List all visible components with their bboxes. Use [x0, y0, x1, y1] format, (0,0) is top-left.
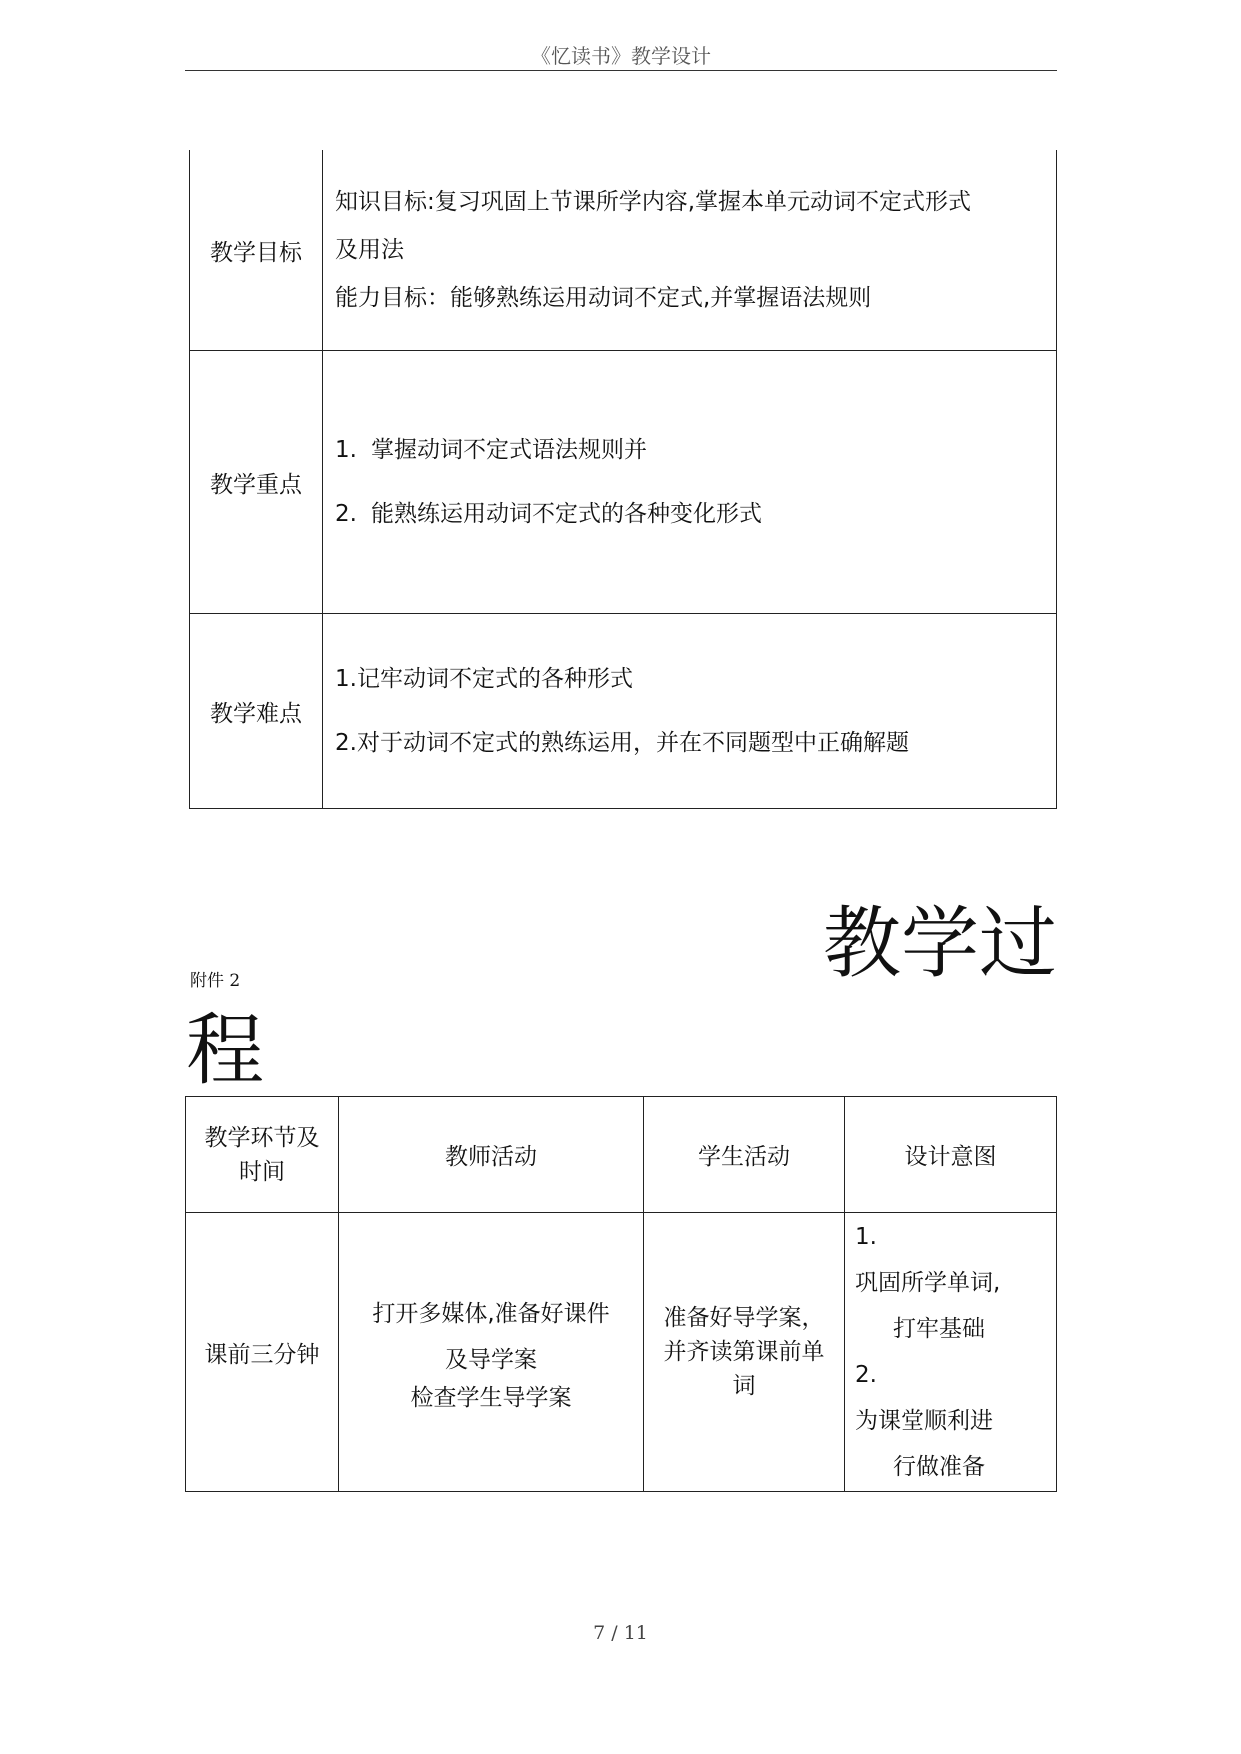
row-label-difficulties: 教学难点	[190, 614, 323, 809]
table-row	[190, 614, 1057, 809]
header-rule	[185, 70, 1057, 71]
cell-teacher	[339, 1213, 644, 1492]
section-title-part1: 教学过	[822, 899, 1057, 989]
list-text: 能熟练运用动词不定式的各种变化形式	[371, 501, 762, 527]
row-label-key-points: 教学重点	[190, 351, 323, 614]
list-item	[855, 1352, 1055, 1444]
cell-text: 词	[732, 1373, 756, 1399]
goal-line: 及用法	[335, 237, 404, 263]
list-text: 为课堂顺利进	[855, 1408, 993, 1434]
header-teacher: 教师活动	[339, 1097, 644, 1213]
section-title-part2: 程	[186, 1006, 265, 1096]
cell-stage: 课前三分钟	[186, 1213, 339, 1492]
list-text-continued: 行做准备	[893, 1454, 985, 1480]
list-text: 掌握动词不定式语法规则并	[371, 437, 647, 463]
attachment-label: 附件 2	[190, 971, 241, 991]
table-row	[190, 351, 1057, 614]
page-number: 7 / 11	[593, 1622, 648, 1644]
header-intent: 设计意图	[845, 1097, 1057, 1213]
goals-table	[189, 150, 1057, 809]
table-row	[186, 1213, 1057, 1492]
cell-text: 检查学生导学案	[410, 1385, 572, 1411]
list-number: 1.	[335, 437, 357, 463]
list-number: 2.	[335, 501, 357, 527]
cell-intent	[845, 1213, 1057, 1492]
list-item: 2.对于动词不定式的熟练运用，并在不同题型中正确解题	[335, 730, 909, 756]
header-student: 学生活动	[644, 1097, 845, 1213]
table-row	[190, 150, 1057, 351]
list-item	[335, 482, 1055, 546]
process-table	[185, 1096, 1057, 1492]
goal-line: 能力目标：能够熟练运用动词不定式,并掌握语法规则	[335, 285, 872, 311]
cell-student	[644, 1213, 845, 1492]
list-item: 1.记牢动词不定式的各种形式	[335, 666, 633, 692]
goals-content	[323, 150, 1057, 351]
cell-text: 及导学案	[445, 1347, 537, 1373]
difficulties-content	[323, 614, 1057, 809]
list-text-continued: 打牢基础	[893, 1316, 985, 1342]
header-stage	[186, 1097, 339, 1213]
list-text: 巩固所学单词,	[855, 1270, 1001, 1296]
row-label-goals: 教学目标	[190, 150, 323, 351]
list-number: 1.	[855, 1224, 877, 1250]
page-header-title: 《忆读书》教学设计	[531, 44, 711, 68]
header-text: 时间	[239, 1158, 285, 1185]
cell-text: 打开多媒体,准备好课件	[372, 1301, 610, 1327]
list-number: 2.	[855, 1362, 877, 1388]
key-points-content	[323, 351, 1057, 614]
list-item	[335, 418, 1055, 482]
header-text: 教学环节及	[204, 1124, 320, 1151]
table-header-row	[186, 1097, 1057, 1213]
cell-text: 准备好导学案，	[663, 1305, 825, 1331]
cell-text: 并齐读第课前单	[663, 1339, 825, 1365]
goal-line: 知识目标:复习巩固上节课所学内容,掌握本单元动词不定式形式	[335, 189, 972, 215]
list-item	[855, 1214, 1055, 1306]
